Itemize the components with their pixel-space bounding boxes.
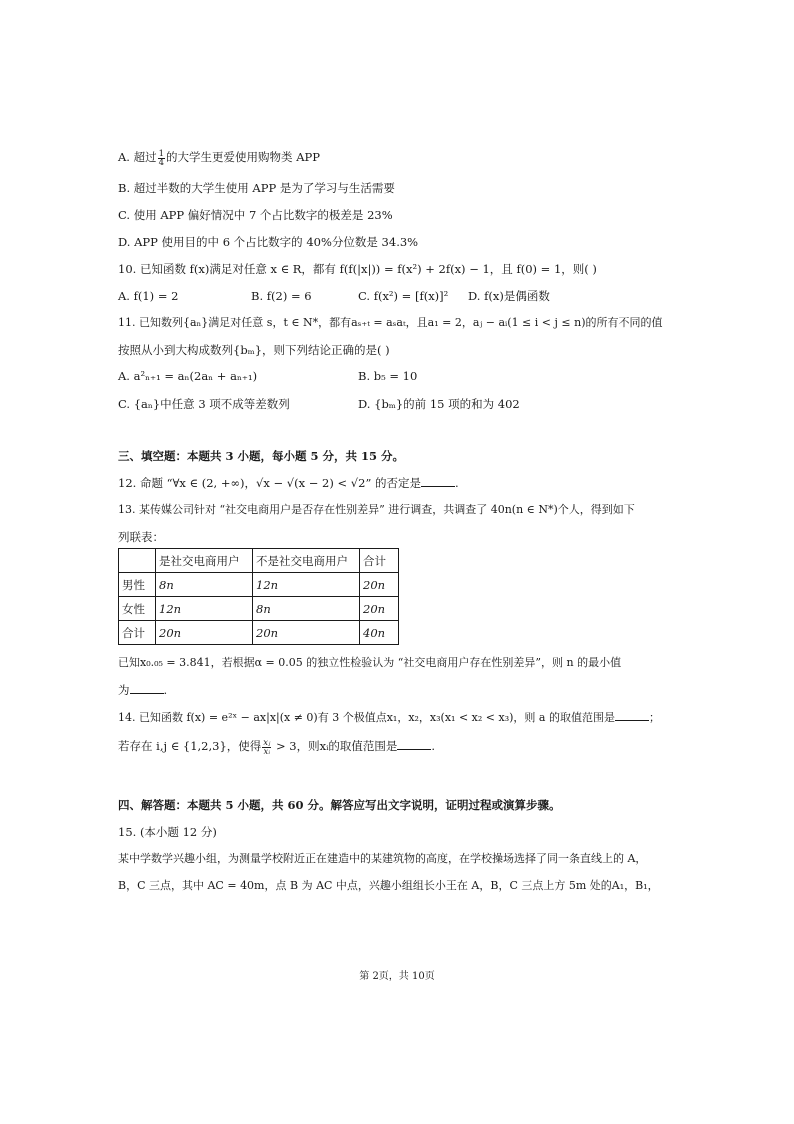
q9-option-c: C. 使用 APP 偏好情况中 7 个占比数字的极差是 23% — [118, 208, 393, 222]
q11-option-b: B. b₅ = 10 — [358, 369, 418, 383]
q10-option-c: C. f(x²) = [f(x)]² — [358, 289, 449, 303]
table-row — [119, 597, 399, 621]
q15-label: 15. (本小题 12 分) — [118, 825, 217, 839]
answer-blank — [615, 709, 649, 721]
table-header-cell: 不是社交电商用户 — [253, 549, 360, 573]
table-cell: 40n — [360, 621, 399, 645]
q11-option-c: C. {aₙ}中任意 3 项不成等差数列 — [118, 397, 290, 411]
q13-after-line1: 已知x₀.₀₅ = 3.841，若根据α = 0.05 的独立性检验认为 “社交电商用户存在性别差异”，则 n 的最小值 — [118, 656, 622, 669]
table-cell: 合计 — [119, 621, 156, 645]
table-cell: 8n — [156, 573, 253, 597]
q13-stem-line1: 13. 某传媒公司针对 “社交电商用户是否存在性别差异” 进行调查，共调查了 40n(n ∈ N*)个人，得到如下 — [118, 503, 635, 516]
q13-after-line2: 为 . — [118, 683, 168, 697]
q12-stem: 12. 命题 “∀x ∈ (2, +∞)，√x − √(x − 2) < √2” 的否定是 . — [118, 476, 459, 490]
q11-option-d: D. {bₘ}的前 15 项的和为 402 — [358, 397, 520, 411]
q14-line1: 14. 已知函数 f(x) = e²ˣ − ax|x|(x ≠ 0)有 3 个极值点x₁，x₂，x₃(x₁ < x₂ < x₃)，则 a 的取值范围是 ； — [118, 711, 660, 724]
q15-line2: B，C 三点，其中 AC = 40m，点 B 为 AC 中点，兴趣小组组长小王在 A，B，C 三点上方 5m 处的A₁，B₁， — [118, 879, 659, 892]
q11-stem-line1: 11. 已知数列{aₙ}满足对任意 s，t ∈ N*，都有aₛ₊ₜ = aₛaₜ，且a₁ = 2，aⱼ − aᵢ(1 ≤ i < j ≤ n)的所有不同的值 — [118, 316, 663, 329]
table-header-row — [119, 549, 399, 573]
section-3-heading: 三、填空题：本题共 3 小题，每小题 5 分，共 15 分。 — [118, 449, 405, 463]
q14-line2: 若存在 i,j ∈ {1,2,3}，使得 $\frac{\text{xⱼ}}{\text{xᵢ}}$ > 3，则xᵢ的取值范围是 . — [118, 737, 436, 757]
q11-option-a: A. a²ₙ₊₁ = aₙ(2aₙ + aₙ₊₁) — [118, 369, 258, 383]
fraction-one-quarter: $\frac{1}{4}$ — [158, 148, 165, 168]
q15-line1: 某中学数学兴趣小组，为测量学校附近正在建造中的某建筑物的高度，在学校操场选择了同一条直线上的 A， — [118, 852, 647, 865]
q10-option-b: B. f(2) = 6 — [251, 289, 312, 303]
table-cell: 12n — [156, 597, 253, 621]
table-row — [119, 573, 399, 597]
answer-blank — [421, 475, 455, 487]
answer-blank — [130, 682, 164, 694]
q11-stem-line2: 按照从小到大构成数列{bₘ}，则下列结论正确的是( ) — [118, 343, 390, 357]
table-cell: 8n — [253, 597, 360, 621]
table-cell: 20n — [360, 597, 399, 621]
table-header-cell: 是社交电商用户 — [156, 549, 253, 573]
page-footer: 第 2页，共 10页 — [359, 971, 435, 982]
fraction-xj-over-xi: $\frac{\text{xⱼ}}{\text{xᵢ}}$ — [263, 737, 271, 757]
table-header-cell: 合计 — [360, 549, 399, 573]
q10-stem: 10. 已知函数 f(x)满足对任意 x ∈ R，都有 f(f(|x|)) = f(x²) + 2f(x) − 1，且 f(0) = 1，则( ) — [118, 262, 597, 276]
table-cell: 女性 — [119, 597, 156, 621]
table-header-cell — [119, 549, 156, 573]
contingency-table — [118, 548, 399, 645]
table-cell: 20n — [156, 621, 253, 645]
table-cell: 20n — [360, 573, 399, 597]
q9-option-d: D. APP 使用目的中 6 个占比数字的 40%分位数是 34.3% — [118, 235, 419, 249]
section-4-heading: 四、解答题：本题共 5 小题，共 60 分。解答应写出文字说明，证明过程或演算步骤。 — [118, 798, 561, 812]
q10-option-d: D. f(x)是偶函数 — [468, 289, 550, 303]
table-cell: 男性 — [119, 573, 156, 597]
q9-option-b: B. 超过半数的大学生使用 APP 是为了学习与生活需要 — [118, 181, 395, 195]
table-cell: 12n — [253, 573, 360, 597]
answer-blank — [397, 738, 431, 750]
q13-stem-line2: 列联表： — [118, 530, 164, 544]
table-row — [119, 621, 399, 645]
q9-option-a: A. 超过 $\frac{1}{4}$ 的大学生更爱使用购物类 APP — [118, 148, 320, 168]
table-cell: 20n — [253, 621, 360, 645]
q10-option-a: A. f(1) = 2 — [118, 289, 179, 303]
